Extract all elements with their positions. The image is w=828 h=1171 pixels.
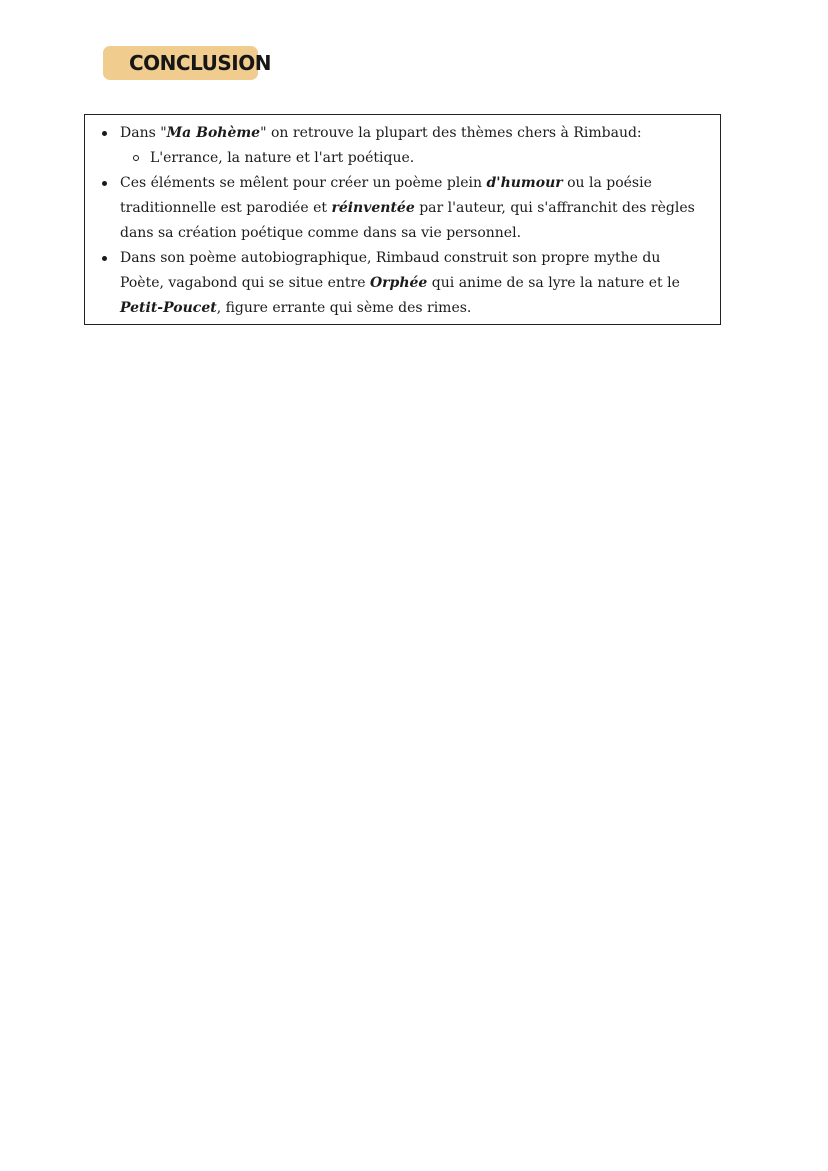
item-text: Dans " <box>120 125 167 141</box>
sub-list-item <box>120 146 702 171</box>
conclusion-box <box>84 114 721 325</box>
list-item <box>85 246 720 321</box>
emphasis-humour: d'humour <box>486 175 563 191</box>
list-item <box>85 121 720 171</box>
sub-item-text: L'errance, la nature et l'art poétique. <box>150 150 415 166</box>
item-text: , figure errante qui sème des rimes. <box>216 300 472 316</box>
conclusion-heading: CONCLUSION <box>129 51 271 75</box>
item-text: " on retrouve la plupart des thèmes chers à Rimbaud: <box>260 125 642 141</box>
item-text: par l'auteur, qui s'affranchit des règles dans sa création poétique comme dans sa vie personnel. <box>120 200 695 241</box>
list-item <box>85 171 720 246</box>
item-text: Dans son poème autobiographique, Rimbaud construit son propre mythe du Poète, vagabond qui se situe entre <box>120 250 661 291</box>
conclusion-list <box>85 121 720 321</box>
item-text: Ces éléments se mêlent pour créer un poème plein <box>120 175 487 191</box>
emphasis-petit-poucet: Petit-Poucet <box>120 300 217 316</box>
item-text: ou la poésie traditionnelle est parodiée et <box>120 175 652 216</box>
sub-list <box>120 146 702 171</box>
emphasis-reinventee: réinventée <box>331 200 415 216</box>
emphasis-orphee: Orphée <box>369 275 428 291</box>
poem-title: Ma Bohème <box>166 125 261 141</box>
conclusion-heading-badge <box>103 46 271 80</box>
item-text: qui anime de sa lyre la nature et le <box>427 275 680 291</box>
